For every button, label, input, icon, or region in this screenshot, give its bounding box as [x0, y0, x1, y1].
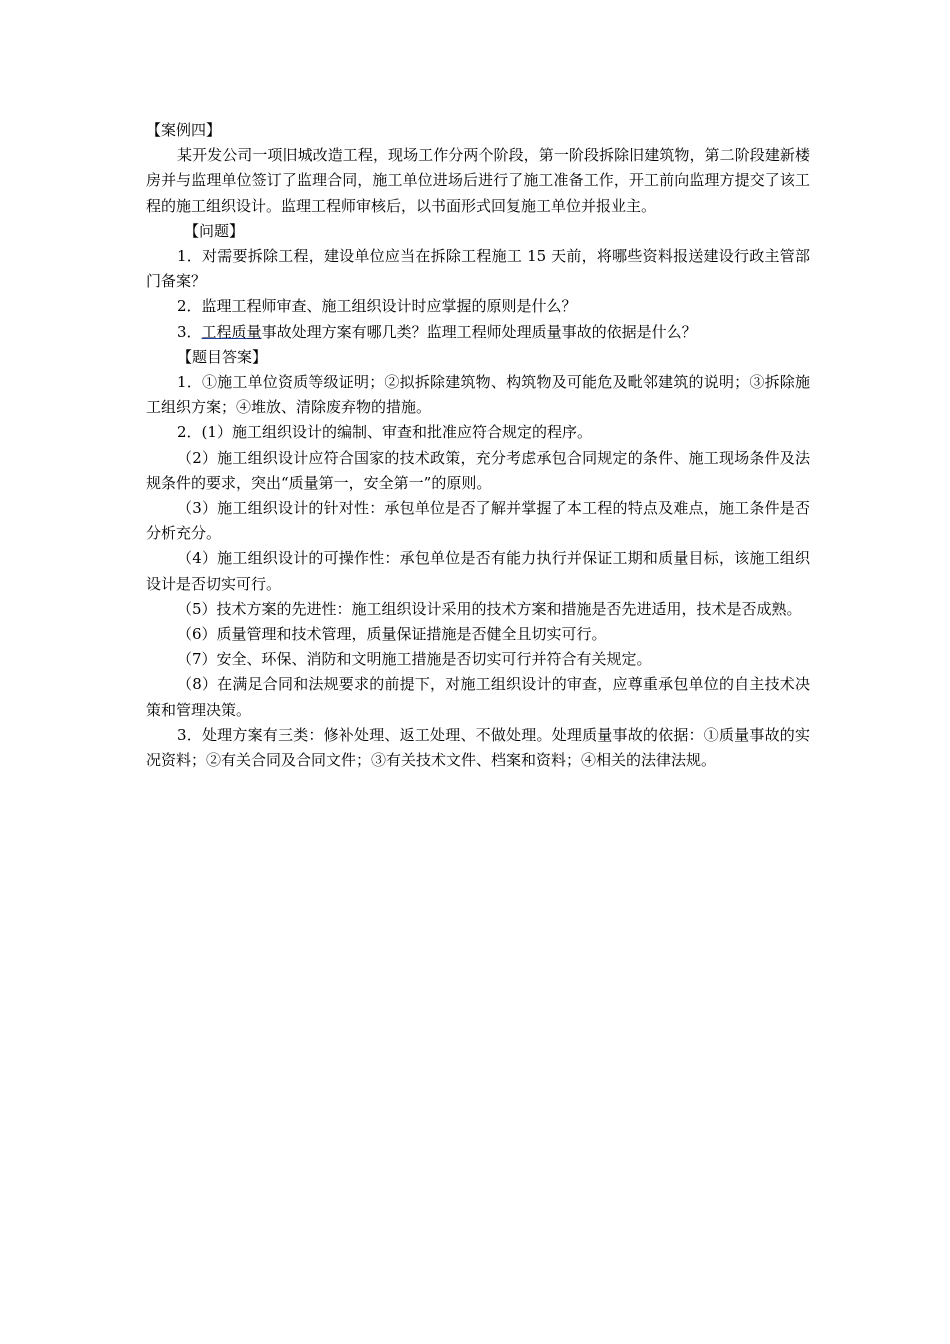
question-3-text: 事故处理方案有哪几类？监理工程师处理质量事故的依据是什么？: [261, 322, 697, 341]
question-3-number: 3．: [177, 322, 202, 341]
case-title: 【案例四】: [146, 121, 222, 139]
answer-2-item-7: （7）安全、环保、消防和文明施工措施是否切实可行并符合有关规定。: [177, 650, 652, 669]
answer-2-item-2: （2）施工组织设计应符合国家的技术政策，充分考虑承包合同规定的条件、施工现场条件及法规条件的要求，突出“质量第一，安全第一”的原则。: [146, 448, 810, 492]
question-2: 2．监理工程师审查、施工组织设计时应掌握的原则是什么？: [177, 297, 577, 316]
document-body: [146, 118, 810, 773]
case-intro: 某开发公司一项旧城改造工程，现场工作分两个阶段，第一阶段拆除旧建筑物，第二阶段建新楼房并与监理单位签订了监理合同，施工单位进场后进行了施工准备工作，开工前向监理方提交了该工程的施工组织设计。监理工程师审核后，以书面形式回复施工单位并报业主。: [146, 146, 810, 215]
answer-2-item-1: 2．(1）施工组织设计的编制、审查和批准应符合规定的程序。: [177, 423, 592, 442]
answer-2-item-5: （5）技术方案的先进性：施工组织设计采用的技术方案和措施是否先进适用，技术是否成熟。: [177, 599, 802, 618]
question-1: 1．对需要拆除工程，建设单位应当在拆除工程施工 15 天前，将哪些资料报送建设行政主管部门备案？: [146, 247, 810, 291]
answer-3: 3．处理方案有三类：修补处理、返工处理、不做处理。处理质量事故的依据：①质量事故的实况资料；②有关合同及合同文件；③有关技术文件、档案和资料；④相关的法律法规。: [146, 725, 810, 770]
engineering-quality-link[interactable]: 工程质量: [201, 322, 262, 341]
answer-2-item-8: （8）在满足合同和法规要求的前提下，对施工组织设计的审查，应尊重承包单位的自主技术决策和管理决策。: [146, 675, 810, 719]
answers-heading: 【题目答案】: [177, 347, 268, 366]
question-3: [146, 320, 810, 345]
answer-2-item-3: （3）施工组织设计的针对性：承包单位是否了解并掌握了本工程的特点及难点，施工条件是否分析充分。: [146, 499, 810, 543]
answer-2-item-6: （6）质量管理和技术管理，质量保证措施是否健全且切实可行。: [177, 625, 607, 644]
questions-heading: 【问题】: [184, 221, 245, 240]
answer-2-item-4: （4）施工组织设计的可操作性：承包单位是否有能力执行并保证工期和质量目标，该施工组织设计是否切实可行。: [146, 549, 810, 593]
answer-1: 1．①施工单位资质等级证明；②拟拆除建筑物、构筑物及可能危及毗邻建筑的说明；③拆除施工组织方案；④堆放、清除废弃物的措施。: [146, 373, 810, 417]
